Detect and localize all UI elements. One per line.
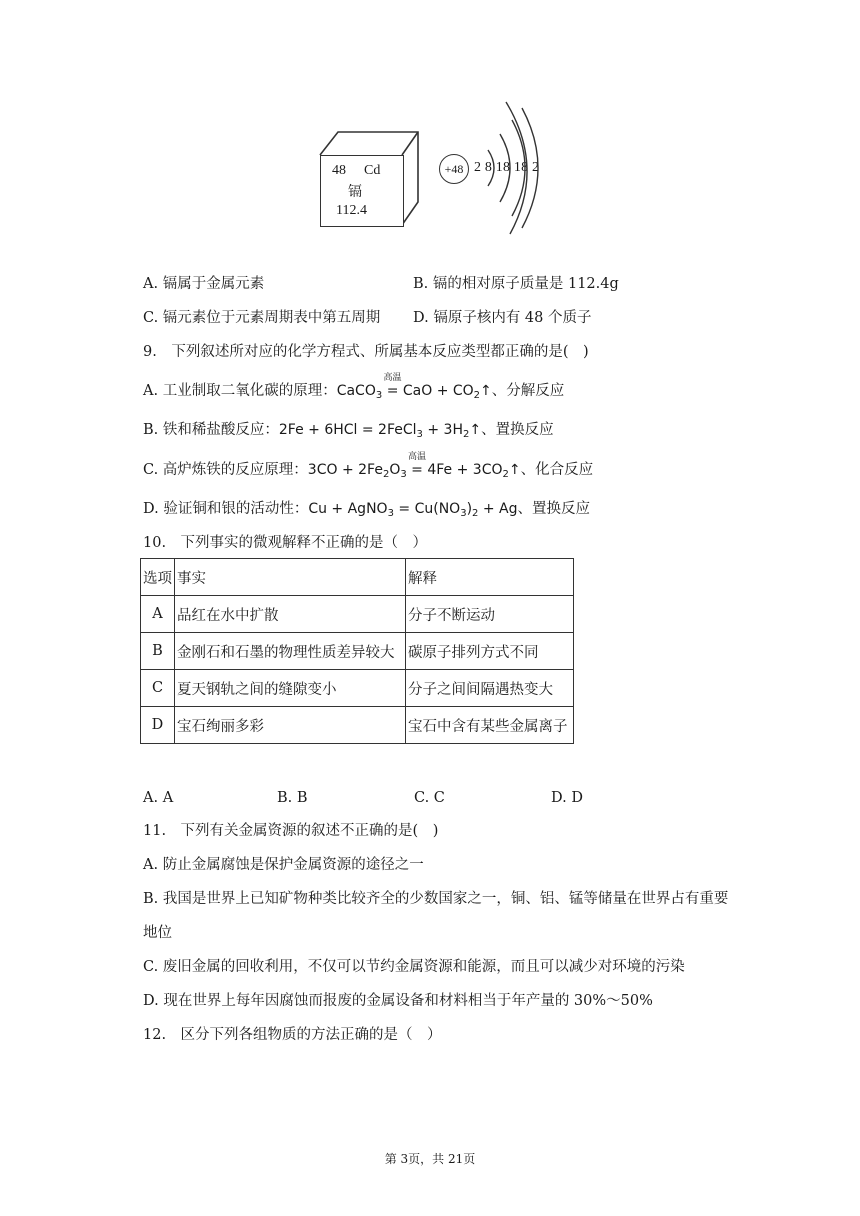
row-option: B — [141, 633, 175, 670]
q9-option-d-equation: Cu + AgNO$_3$ = $Cu(NO_3)_2 + Ag$ — [308, 501, 518, 519]
q10-stem: 10. 下列事实的微观解释不正确的是（ ） — [143, 535, 428, 551]
q9-option-c-equation: $3CO + 2Fe_2O_3$ 高温 = $4Fe + 3CO_2↑$ — [308, 462, 521, 478]
row-option: A — [141, 596, 175, 633]
row-option: C — [141, 670, 175, 707]
q11-stem: 11. 下列有关金属资源的叙述不正确的是( ) — [143, 823, 439, 839]
q9-option-a-equation: CaCO$_3$ 高温 = CaO + $CO_2↑$ — [337, 383, 492, 399]
q9-stem: 9. 下列叙述所对应的化学方程式、所属基本反应类型都正确的是( ) — [143, 344, 589, 360]
q9-option-d — [143, 499, 590, 519]
element-mass: 112.4 — [336, 203, 367, 218]
q10-choice-c: C. C — [414, 790, 445, 806]
table-row — [141, 670, 574, 707]
q8-option-a: A. 镉属于金属元素 — [143, 276, 265, 292]
table-row — [141, 633, 574, 670]
q8-option-c: C. 镉元素位于元素周期表中第五周期 — [143, 310, 381, 326]
q9-option-b-equation: 2Fe + 6HCl = 2FeCl$_3$ + $3H_2↑$ — [278, 422, 482, 440]
q9-option-b-label: B. 铁和稀盐酸反应： — [143, 422, 279, 438]
q9-option-c-type: 、化合反应 — [520, 462, 594, 478]
reaction-condition: 高温 — [383, 373, 402, 383]
row-option: D — [141, 707, 175, 744]
q9-option-b-type: 、置换反应 — [481, 422, 554, 438]
q9-option-a — [143, 373, 565, 401]
row-explanation: 碳原子排列方式不同 — [406, 633, 574, 670]
row-explanation: 分子不断运动 — [406, 596, 574, 633]
q11-option-b-line1: B. 我国是世界上已知矿物种类比较齐全的少数国家之一，铜、铝、锰等储量在世界占有重要 — [143, 891, 729, 907]
q11-option-a: A. 防止金属腐蚀是保护金属资源的途径之一 — [143, 857, 424, 873]
row-fact: 品红在水中扩散 — [175, 596, 406, 633]
q9-option-a-type: 、分解反应 — [491, 383, 565, 399]
reaction-condition: 高温 — [408, 452, 427, 462]
q10-choice-a: A. A — [143, 790, 174, 806]
q8-option-d: D. 镉原子核内有 48 个质子 — [413, 310, 592, 326]
q9-option-a-label: A. 工业制取二氧化碳的原理： — [143, 383, 337, 399]
electron-shell-counts: 2 8 18 18 2 — [474, 160, 540, 175]
q12-stem: 12. 区分下列各组物质的方法正确的是（ ） — [143, 1027, 442, 1043]
atom-nucleus: +48 — [439, 154, 469, 184]
q9-option-b — [143, 420, 554, 440]
q9-option-d-label: D. 验证铜和银的活动性： — [143, 501, 309, 517]
table-row — [141, 596, 574, 633]
table-row — [141, 707, 574, 744]
q8-option-b: B. 镉的相对原子质量是 112.4g — [413, 276, 619, 292]
q10-choice-d: D. D — [551, 790, 583, 806]
element-atomic-number: 48 — [332, 163, 346, 178]
element-name: 镉 — [348, 184, 362, 200]
q9-option-c — [143, 452, 594, 480]
electron-shell-arcs — [470, 98, 550, 238]
page-number: 第 3页，共 21页 — [384, 1152, 476, 1166]
header-option: 选项 — [141, 559, 175, 596]
q10-choice-b: B. B — [277, 790, 308, 806]
q9-option-c-label: C. 高炉炼铁的反应原理： — [143, 462, 308, 478]
header-fact: 事实 — [175, 559, 406, 596]
q11-option-b-line2: 地位 — [143, 925, 172, 941]
row-explanation: 宝石中含有某些金属离子 — [406, 707, 574, 744]
row-explanation: 分子之间间隔遇热变大 — [406, 670, 574, 707]
row-fact: 金刚石和石墨的物理性质差异较大 — [175, 633, 406, 670]
table-header-row — [141, 559, 574, 596]
facts-table — [140, 558, 574, 744]
q9-option-d-type: 、置换反应 — [517, 501, 591, 517]
row-fact: 宝石绚丽多彩 — [175, 707, 406, 744]
q11-option-d: D. 现在世界上每年因腐蚀而报废的金属设备和材料相当于年产量的 30%～50% — [143, 993, 653, 1009]
header-explanation: 解释 — [406, 559, 574, 596]
q11-option-c: C. 废旧金属的回收利用，不仅可以节约金属资源和能源，而且可以减少对环境的污染 — [143, 959, 685, 975]
row-fact: 夏天钢轨之间的缝隙变小 — [175, 670, 406, 707]
element-symbol: Cd — [364, 163, 381, 178]
